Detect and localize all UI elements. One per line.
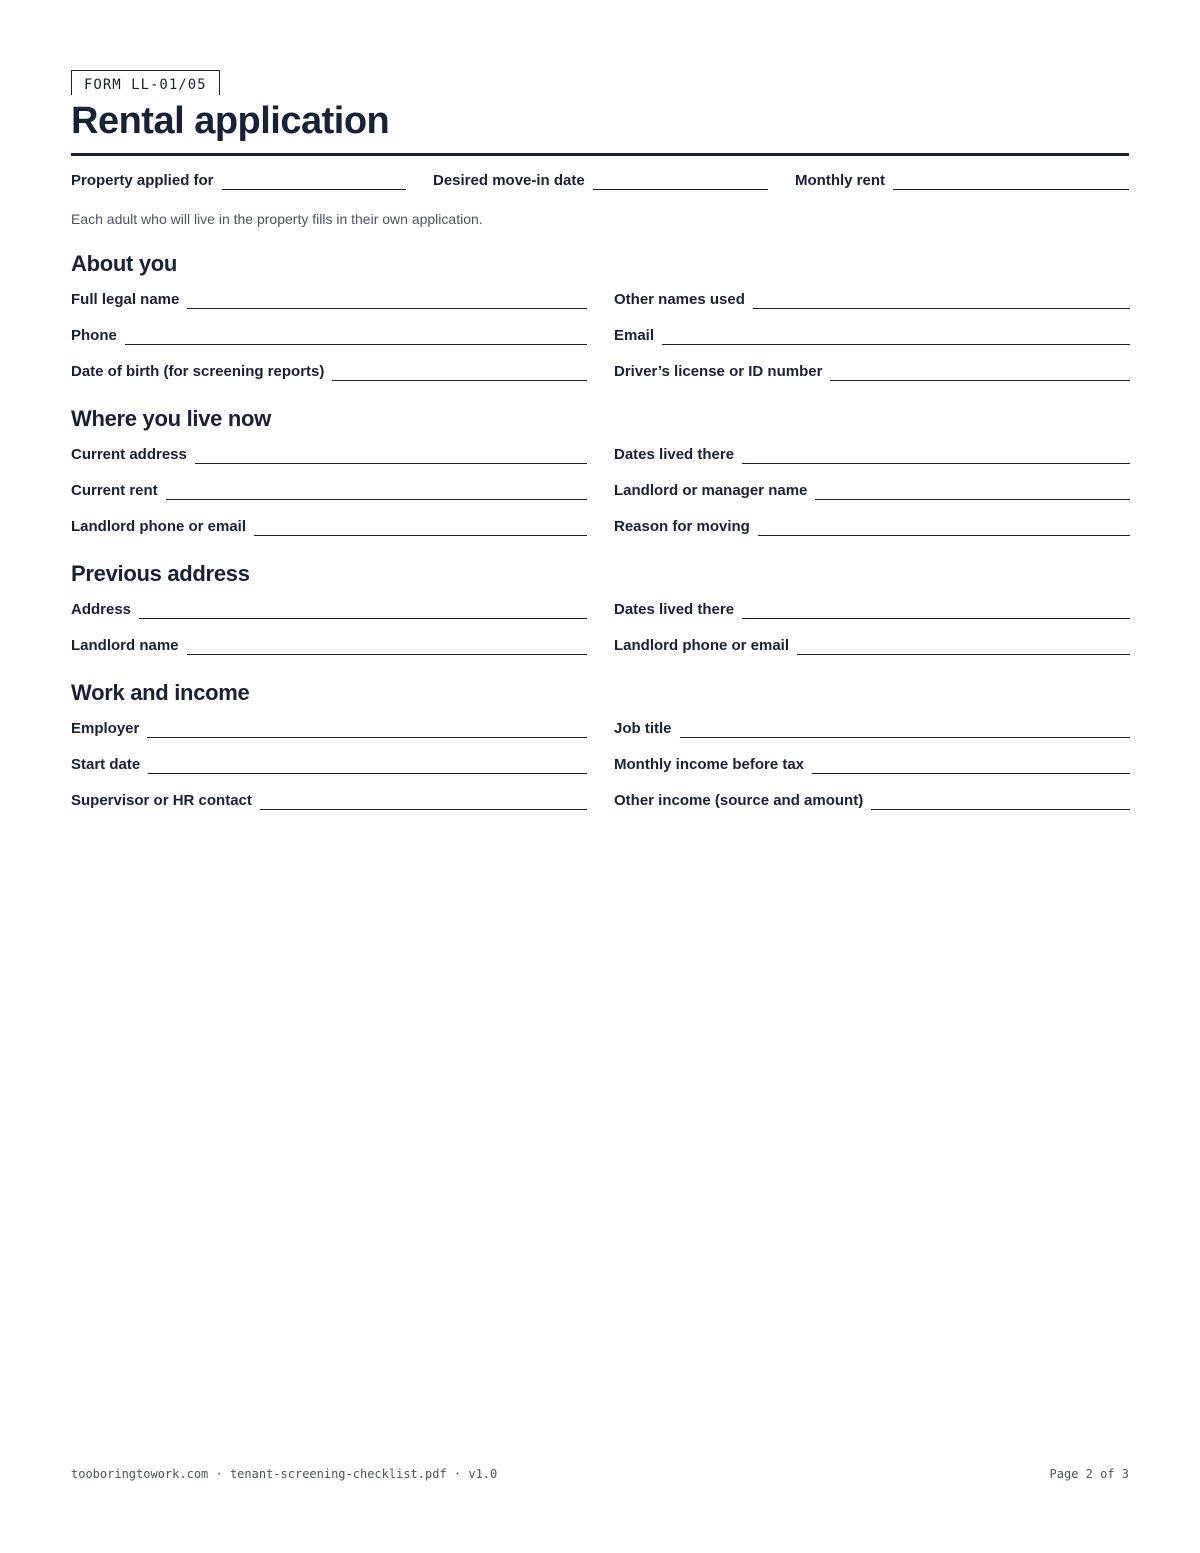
field-label: Landlord phone or email <box>71 518 247 535</box>
form-field <box>71 478 587 500</box>
section-title-where-you-live-now: Where you live now <box>71 406 271 431</box>
page-number: Page 2 of 3 <box>1049 1467 1129 1481</box>
form-input[interactable] <box>187 292 587 309</box>
form-input[interactable] <box>871 793 1130 810</box>
field-label: Job title <box>614 720 672 737</box>
field-label: Email <box>614 327 655 344</box>
field-label: Address <box>71 601 132 618</box>
previous-address-fields <box>71 597 1129 655</box>
work-income-fields <box>71 716 1129 810</box>
move-in-date-field <box>433 172 768 190</box>
form-input[interactable] <box>680 721 1130 738</box>
field-label: Driver’s license or ID number <box>614 363 823 380</box>
field-label: Current address <box>71 446 187 463</box>
form-field <box>71 597 587 619</box>
property-fields-row <box>71 168 1129 190</box>
form-field <box>71 359 587 381</box>
monthly-rent-field <box>795 172 1129 190</box>
field-label: Monthly income before tax <box>614 756 805 773</box>
form-field <box>614 359 1130 381</box>
form-field <box>614 478 1130 500</box>
form-field <box>614 752 1130 774</box>
form-input[interactable] <box>260 793 587 810</box>
form-input[interactable] <box>797 638 1130 655</box>
form-input[interactable] <box>148 757 587 774</box>
section-title-work-and-income: Work and income <box>71 680 250 705</box>
field-label: Landlord phone or email <box>614 637 790 654</box>
form-input[interactable] <box>812 757 1130 774</box>
form-field <box>71 442 587 464</box>
form-field <box>71 716 587 738</box>
form-input[interactable] <box>195 447 587 464</box>
form-input[interactable] <box>147 721 587 738</box>
field-label: Date of birth (for screening reports) <box>71 363 325 380</box>
form-field <box>71 633 587 655</box>
page-footer <box>71 1467 1129 1481</box>
form-input[interactable] <box>332 364 587 381</box>
instruction-note: Each adult who will live in the property fills in their own application. <box>71 211 483 227</box>
form-input[interactable] <box>187 638 587 655</box>
form-field <box>614 633 1130 655</box>
field-label: Current rent <box>71 482 158 499</box>
form-field <box>71 323 587 345</box>
form-input[interactable] <box>742 447 1130 464</box>
footer-source: tooboringtowork.com · tenant-screening-checklist.pdf · v1.0 <box>71 1467 498 1481</box>
field-label: Property applied for <box>71 172 214 189</box>
page-title: Rental application <box>71 100 390 142</box>
form-input[interactable] <box>139 602 587 619</box>
field-label: Monthly rent <box>795 172 885 189</box>
current-residence-fields <box>71 442 1129 536</box>
move-in-date-input[interactable] <box>593 173 768 190</box>
field-label: Phone <box>71 327 117 344</box>
field-label: Desired move-in date <box>433 172 585 189</box>
section-title-about-you: About you <box>71 251 178 276</box>
form-input[interactable] <box>758 519 1130 536</box>
form-field <box>614 287 1130 309</box>
section-title-previous-address: Previous address <box>71 561 250 586</box>
title-divider <box>71 153 1129 156</box>
field-label: Dates lived there <box>614 446 735 463</box>
form-page <box>71 70 1129 810</box>
form-field <box>614 514 1130 536</box>
form-input[interactable] <box>815 483 1130 500</box>
form-field <box>71 287 587 309</box>
form-input[interactable] <box>830 364 1130 381</box>
field-label: Landlord or manager name <box>614 482 808 499</box>
form-field <box>71 752 587 774</box>
field-label: Other names used <box>614 291 745 308</box>
form-code-badge: FORM LL-01/05 <box>71 70 220 95</box>
form-field <box>614 716 1130 738</box>
form-input[interactable] <box>125 328 587 345</box>
form-field <box>614 597 1130 619</box>
field-label: Other income (source and amount) <box>614 792 864 809</box>
form-input[interactable] <box>662 328 1130 345</box>
form-input[interactable] <box>254 519 587 536</box>
monthly-rent-input[interactable] <box>893 173 1129 190</box>
field-label: Supervisor or HR contact <box>71 792 252 809</box>
form-input[interactable] <box>753 292 1130 309</box>
field-label: Landlord name <box>71 637 179 654</box>
field-label: Employer <box>71 720 140 737</box>
form-field <box>614 323 1130 345</box>
property-applied-for-input[interactable] <box>222 173 406 190</box>
field-label: Start date <box>71 756 141 773</box>
field-label: Full legal name <box>71 291 180 308</box>
form-field <box>71 788 587 810</box>
form-input[interactable] <box>166 483 587 500</box>
about-you-fields <box>71 287 1129 381</box>
field-label: Reason for moving <box>614 518 750 535</box>
field-label: Dates lived there <box>614 601 735 618</box>
form-input[interactable] <box>742 602 1130 619</box>
form-field <box>614 788 1130 810</box>
form-field <box>614 442 1130 464</box>
property-applied-for-field <box>71 172 406 190</box>
form-field <box>71 514 587 536</box>
